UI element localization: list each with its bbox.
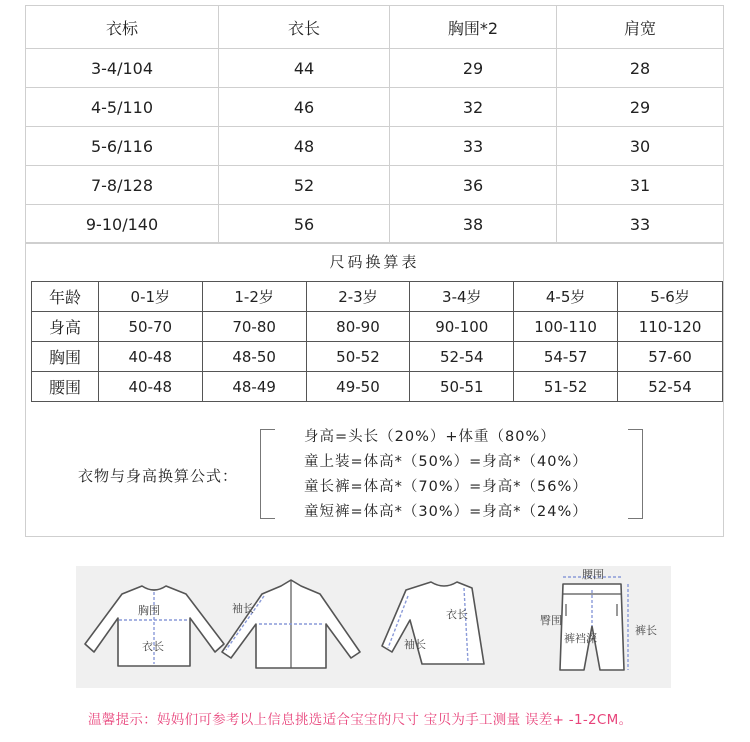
measurement-guide xyxy=(76,566,671,688)
bracket-right xyxy=(628,429,643,519)
length-label: 衣长 xyxy=(142,640,164,653)
measurement-tip: 温馨提示：妈妈们可参考以上信息挑选适合宝宝的尺寸 宝贝为手工测量 误差+ -1-2CM。 xyxy=(88,712,633,728)
cell: 50-51 xyxy=(410,372,514,402)
cell: 52-54 xyxy=(618,372,723,402)
cell: 90-100 xyxy=(410,312,514,342)
cell: 57-60 xyxy=(618,342,723,372)
cell: 110-120 xyxy=(618,312,723,342)
cell: 52-54 xyxy=(410,342,514,372)
conversion-table xyxy=(31,281,723,402)
header-chest: 胸围*2 xyxy=(390,6,557,49)
conversion-title: 尺码换算表 xyxy=(329,253,420,271)
cell: 5-6岁 xyxy=(618,282,723,312)
chest-value: 32 xyxy=(390,88,557,127)
shoulder-value: 31 xyxy=(557,166,724,205)
garment-illustrations xyxy=(76,566,671,688)
size-label: 7-8/128 xyxy=(26,166,219,205)
hip-label: 臀围 xyxy=(540,614,562,627)
table-row xyxy=(26,127,724,166)
chest-label: 胸围 xyxy=(138,604,160,617)
shoulder-value: 29 xyxy=(557,88,724,127)
cell: 1-2岁 xyxy=(202,282,306,312)
cell: 40-48 xyxy=(98,372,202,402)
length-value: 48 xyxy=(219,127,390,166)
shoulder-value: 28 xyxy=(557,49,724,88)
formula-line: 身高=头长（20%）+体重（80%） xyxy=(304,429,556,445)
size-label: 4-5/110 xyxy=(26,88,219,127)
cell: 70-80 xyxy=(202,312,306,342)
conversion-panel xyxy=(25,242,724,537)
header-length: 衣长 xyxy=(219,6,390,49)
header-shoulder: 肩宽 xyxy=(557,6,724,49)
shoulder-value: 30 xyxy=(557,127,724,166)
size-table-header xyxy=(26,6,724,49)
chest-value: 38 xyxy=(390,205,557,244)
cell: 49-50 xyxy=(306,372,410,402)
cell: 3-4岁 xyxy=(410,282,514,312)
length-value: 46 xyxy=(219,88,390,127)
row-label: 年龄 xyxy=(32,282,99,312)
size-label: 9-10/140 xyxy=(26,205,219,244)
table-row xyxy=(26,88,724,127)
row-label: 身高 xyxy=(32,312,99,342)
cell: 4-5岁 xyxy=(514,282,618,312)
table-row xyxy=(32,282,723,312)
cell: 50-52 xyxy=(306,342,410,372)
length-value: 56 xyxy=(219,205,390,244)
formula-label: 衣物与身高换算公式： xyxy=(78,467,239,485)
table-row xyxy=(26,49,724,88)
row-label: 腰围 xyxy=(32,372,99,402)
cell: 50-70 xyxy=(98,312,202,342)
pants-length-label: 裤长 xyxy=(635,624,657,637)
table-row xyxy=(32,312,723,342)
sweater-outline xyxy=(382,582,484,664)
cell: 54-57 xyxy=(514,342,618,372)
size-label: 3-4/104 xyxy=(26,49,219,88)
cell: 80-90 xyxy=(306,312,410,342)
formula-line: 童短裤=体高*（30%）=身高*（24%） xyxy=(304,504,588,520)
chest-value: 29 xyxy=(390,49,557,88)
chest-value: 33 xyxy=(390,127,557,166)
cell: 40-48 xyxy=(98,342,202,372)
header-label: 衣标 xyxy=(26,6,219,49)
length-value: 44 xyxy=(219,49,390,88)
rise-label: 裤裆深 xyxy=(564,632,597,645)
size-table xyxy=(25,5,724,244)
bracket-left xyxy=(260,429,275,519)
sweater-length-label: 衣长 xyxy=(446,608,468,621)
cell: 48-49 xyxy=(202,372,306,402)
cell: 2-3岁 xyxy=(306,282,410,312)
shoulder-value: 33 xyxy=(557,205,724,244)
cell: 48-50 xyxy=(202,342,306,372)
cell: 0-1岁 xyxy=(98,282,202,312)
length-value: 52 xyxy=(219,166,390,205)
cell: 100-110 xyxy=(514,312,618,342)
cell: 51-52 xyxy=(514,372,618,402)
table-row xyxy=(32,372,723,402)
size-label: 5-6/116 xyxy=(26,127,219,166)
formula-line: 童长裤=体高*（70%）=身高*（56%） xyxy=(304,479,588,495)
chest-value: 36 xyxy=(390,166,557,205)
formula-line: 童上装=体高*（50%）=身高*（40%） xyxy=(304,454,588,470)
sweater-sleeve-label: 袖长 xyxy=(404,638,426,651)
shirt-sleeve-label: 袖长 xyxy=(232,602,254,615)
table-row xyxy=(32,342,723,372)
table-row xyxy=(26,166,724,205)
table-row xyxy=(26,205,724,244)
row-label: 胸围 xyxy=(32,342,99,372)
waist-label: 腰围 xyxy=(582,568,604,581)
